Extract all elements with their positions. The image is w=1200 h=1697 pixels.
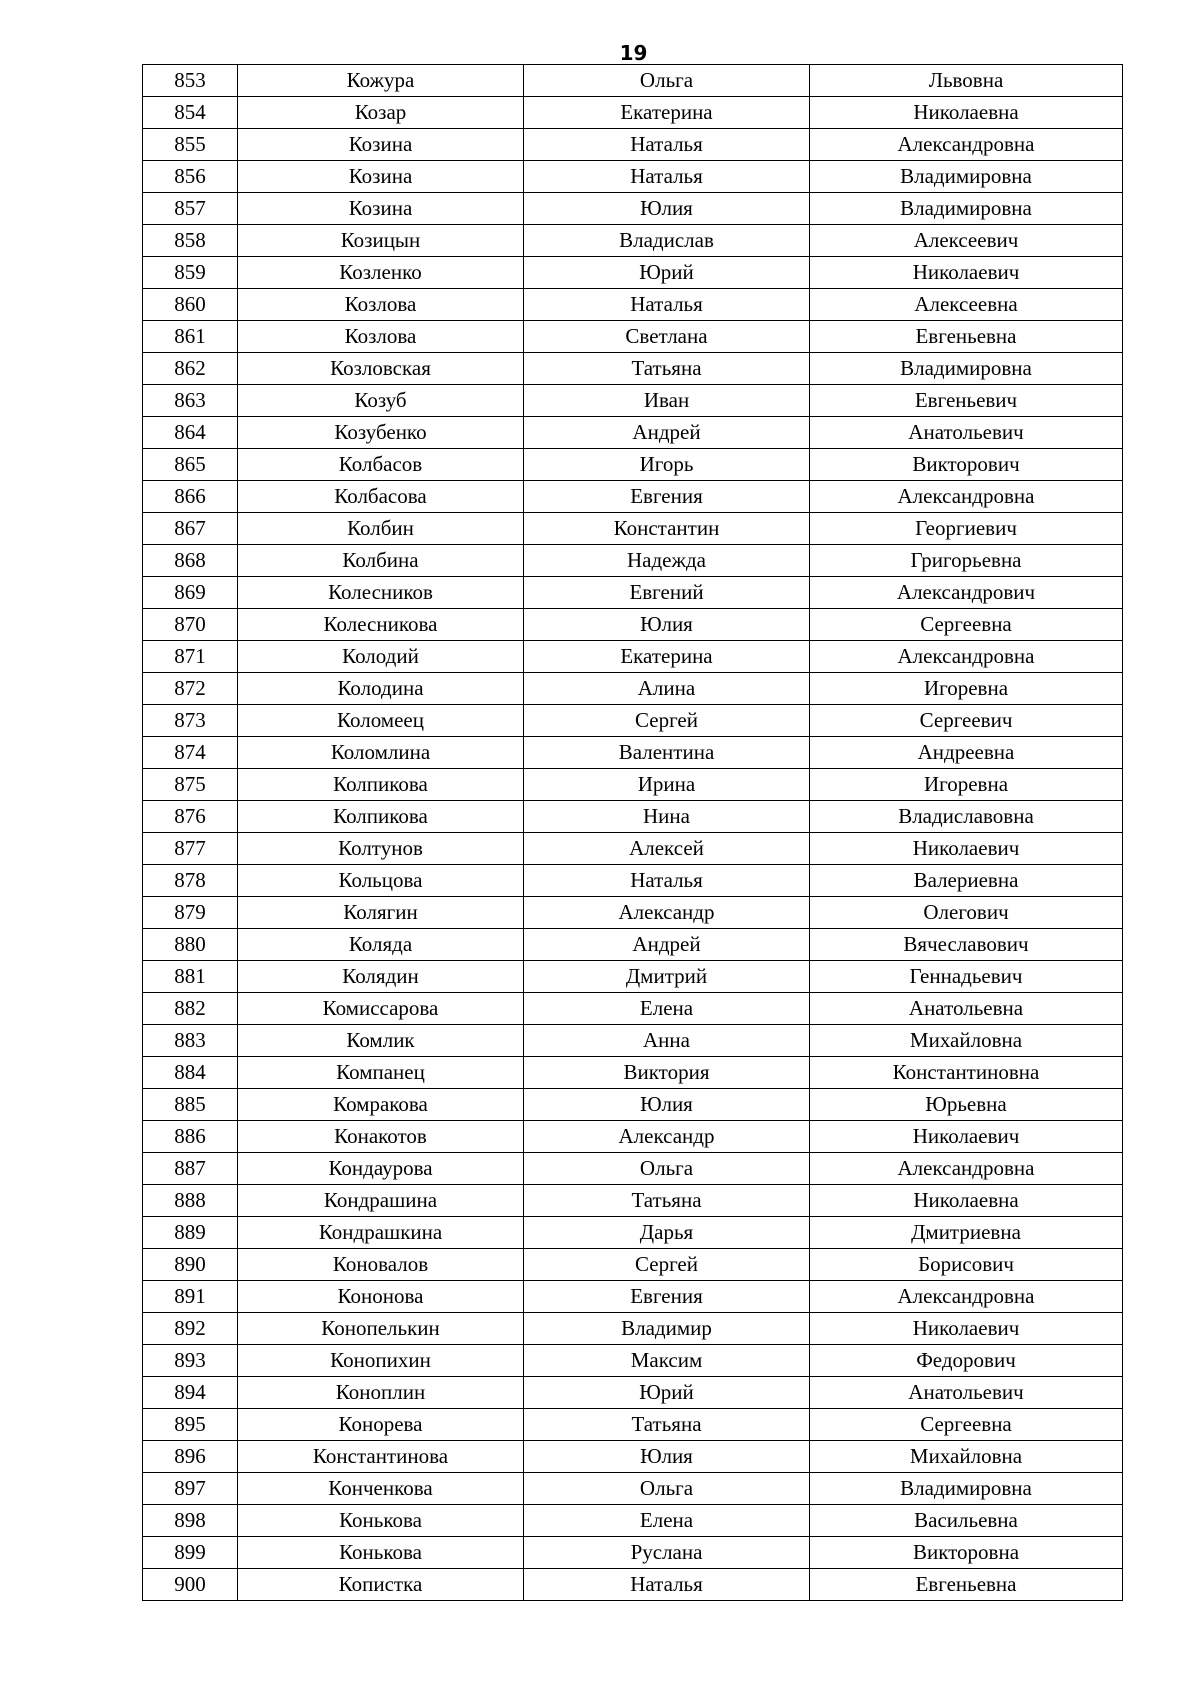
last-name-cell: Колягин <box>238 897 524 929</box>
patronymic-cell: Викторовна <box>810 1537 1123 1569</box>
row-number-cell: 884 <box>143 1057 238 1089</box>
first-name-cell: Юлия <box>524 193 810 225</box>
table-row <box>143 929 1123 961</box>
table-row <box>143 353 1123 385</box>
first-name-cell: Константин <box>524 513 810 545</box>
first-name-cell: Сергей <box>524 705 810 737</box>
row-number-cell: 876 <box>143 801 238 833</box>
patronymic-cell: Алексеевич <box>810 225 1123 257</box>
row-number-cell: 877 <box>143 833 238 865</box>
last-name-cell: Комиссарова <box>238 993 524 1025</box>
table-row <box>143 1441 1123 1473</box>
row-number-cell: 854 <box>143 97 238 129</box>
first-name-cell: Ольга <box>524 65 810 97</box>
last-name-cell: Колесников <box>238 577 524 609</box>
first-name-cell: Наталья <box>524 289 810 321</box>
last-name-cell: Кононова <box>238 1281 524 1313</box>
last-name-cell: Колпикова <box>238 769 524 801</box>
row-number-cell: 856 <box>143 161 238 193</box>
row-number-cell: 883 <box>143 1025 238 1057</box>
first-name-cell: Алина <box>524 673 810 705</box>
row-number-cell: 892 <box>143 1313 238 1345</box>
patronymic-cell: Евгеньевна <box>810 321 1123 353</box>
first-name-cell: Сергей <box>524 1249 810 1281</box>
table-row <box>143 1505 1123 1537</box>
table-row <box>143 513 1123 545</box>
first-name-cell: Светлана <box>524 321 810 353</box>
table-row <box>143 737 1123 769</box>
first-name-cell: Ольга <box>524 1473 810 1505</box>
table-row <box>143 97 1123 129</box>
patronymic-cell: Михайловна <box>810 1025 1123 1057</box>
table-row <box>143 1121 1123 1153</box>
patronymic-cell: Сергеевна <box>810 1409 1123 1441</box>
first-name-cell: Юрий <box>524 1377 810 1409</box>
row-number-cell: 857 <box>143 193 238 225</box>
first-name-cell: Наталья <box>524 129 810 161</box>
table-row <box>143 577 1123 609</box>
table-row <box>143 1185 1123 1217</box>
last-name-cell: Коломеец <box>238 705 524 737</box>
patronymic-cell: Юрьевна <box>810 1089 1123 1121</box>
patronymic-cell: Георгиевич <box>810 513 1123 545</box>
first-name-cell: Евгения <box>524 481 810 513</box>
first-name-cell: Александр <box>524 1121 810 1153</box>
patronymic-cell: Михайловна <box>810 1441 1123 1473</box>
patronymic-cell: Олегович <box>810 897 1123 929</box>
row-number-cell: 900 <box>143 1569 238 1601</box>
table-row <box>143 609 1123 641</box>
table-row <box>143 641 1123 673</box>
last-name-cell: Козина <box>238 193 524 225</box>
last-name-cell: Козленко <box>238 257 524 289</box>
row-number-cell: 878 <box>143 865 238 897</box>
row-number-cell: 865 <box>143 449 238 481</box>
last-name-cell: Козубенко <box>238 417 524 449</box>
last-name-cell: Кондрашкина <box>238 1217 524 1249</box>
last-name-cell: Конопихин <box>238 1345 524 1377</box>
row-number-cell: 894 <box>143 1377 238 1409</box>
first-name-cell: Андрей <box>524 417 810 449</box>
last-name-cell: Колодий <box>238 641 524 673</box>
last-name-cell: Козицын <box>238 225 524 257</box>
first-name-cell: Екатерина <box>524 641 810 673</box>
table-row <box>143 1025 1123 1057</box>
patronymic-cell: Владимировна <box>810 193 1123 225</box>
row-number-cell: 887 <box>143 1153 238 1185</box>
row-number-cell: 874 <box>143 737 238 769</box>
patronymic-cell: Александровна <box>810 129 1123 161</box>
row-number-cell: 861 <box>143 321 238 353</box>
row-number-cell: 875 <box>143 769 238 801</box>
row-number-cell: 863 <box>143 385 238 417</box>
patronymic-cell: Борисович <box>810 1249 1123 1281</box>
table-row <box>143 417 1123 449</box>
table-row <box>143 257 1123 289</box>
row-number-cell: 871 <box>143 641 238 673</box>
row-number-cell: 889 <box>143 1217 238 1249</box>
row-number-cell: 868 <box>143 545 238 577</box>
table-row <box>143 1249 1123 1281</box>
table-row <box>143 993 1123 1025</box>
first-name-cell: Владимир <box>524 1313 810 1345</box>
first-name-cell: Юлия <box>524 1089 810 1121</box>
table-row <box>143 1281 1123 1313</box>
last-name-cell: Копистка <box>238 1569 524 1601</box>
patronymic-cell: Николаевна <box>810 97 1123 129</box>
first-name-cell: Максим <box>524 1345 810 1377</box>
patronymic-cell: Васильевна <box>810 1505 1123 1537</box>
first-name-cell: Виктория <box>524 1057 810 1089</box>
patronymic-cell: Владимировна <box>810 161 1123 193</box>
row-number-cell: 870 <box>143 609 238 641</box>
first-name-cell: Иван <box>524 385 810 417</box>
patronymic-cell: Сергеевна <box>810 609 1123 641</box>
patronymic-cell: Федорович <box>810 1345 1123 1377</box>
table-row <box>143 1313 1123 1345</box>
patronymic-cell: Игоревна <box>810 673 1123 705</box>
first-name-cell: Ольга <box>524 1153 810 1185</box>
patronymic-cell: Николаевич <box>810 1121 1123 1153</box>
first-name-cell: Татьяна <box>524 353 810 385</box>
row-number-cell: 855 <box>143 129 238 161</box>
last-name-cell: Коноплин <box>238 1377 524 1409</box>
patronymic-cell: Викторович <box>810 449 1123 481</box>
table-row <box>143 961 1123 993</box>
page-number: 19 <box>619 41 648 65</box>
table-row <box>143 129 1123 161</box>
last-name-cell: Козар <box>238 97 524 129</box>
patronymic-cell: Григорьевна <box>810 545 1123 577</box>
table-row <box>143 193 1123 225</box>
table-row <box>143 289 1123 321</box>
first-name-cell: Дмитрий <box>524 961 810 993</box>
table-row <box>143 705 1123 737</box>
table-row <box>143 1217 1123 1249</box>
first-name-cell: Елена <box>524 1505 810 1537</box>
table-row <box>143 1473 1123 1505</box>
patronymic-cell: Вячеславович <box>810 929 1123 961</box>
patronymic-cell: Евгеньевна <box>810 1569 1123 1601</box>
last-name-cell: Конопелькин <box>238 1313 524 1345</box>
row-number-cell: 897 <box>143 1473 238 1505</box>
last-name-cell: Колтунов <box>238 833 524 865</box>
table-row <box>143 1569 1123 1601</box>
patronymic-cell: Владимировна <box>810 1473 1123 1505</box>
patronymic-cell: Анатольевич <box>810 1377 1123 1409</box>
first-name-cell: Нина <box>524 801 810 833</box>
row-number-cell: 891 <box>143 1281 238 1313</box>
table-row <box>143 161 1123 193</box>
table-row <box>143 1409 1123 1441</box>
row-number-cell: 895 <box>143 1409 238 1441</box>
table-row <box>143 385 1123 417</box>
first-name-cell: Анна <box>524 1025 810 1057</box>
first-name-cell: Екатерина <box>524 97 810 129</box>
patronymic-cell: Валериевна <box>810 865 1123 897</box>
first-name-cell: Надежда <box>524 545 810 577</box>
patronymic-cell: Геннадьевич <box>810 961 1123 993</box>
row-number-cell: 880 <box>143 929 238 961</box>
first-name-cell: Татьяна <box>524 1409 810 1441</box>
row-number-cell: 867 <box>143 513 238 545</box>
patronymic-cell: Николаевич <box>810 833 1123 865</box>
last-name-cell: Колбасова <box>238 481 524 513</box>
last-name-cell: Компанец <box>238 1057 524 1089</box>
table-row <box>143 321 1123 353</box>
table-row <box>143 801 1123 833</box>
row-number-cell: 881 <box>143 961 238 993</box>
row-number-cell: 869 <box>143 577 238 609</box>
first-name-cell: Алексей <box>524 833 810 865</box>
table-row <box>143 1377 1123 1409</box>
patronymic-cell: Анатольевна <box>810 993 1123 1025</box>
table-row <box>143 769 1123 801</box>
last-name-cell: Колпикова <box>238 801 524 833</box>
row-number-cell: 885 <box>143 1089 238 1121</box>
patronymic-cell: Александрович <box>810 577 1123 609</box>
first-name-cell: Руслана <box>524 1537 810 1569</box>
patronymic-cell: Сергеевич <box>810 705 1123 737</box>
table-row <box>143 545 1123 577</box>
first-name-cell: Валентина <box>524 737 810 769</box>
row-number-cell: 866 <box>143 481 238 513</box>
table-row <box>143 833 1123 865</box>
last-name-cell: Коломлина <box>238 737 524 769</box>
last-name-cell: Колбин <box>238 513 524 545</box>
patronymic-cell: Андреевна <box>810 737 1123 769</box>
row-number-cell: 886 <box>143 1121 238 1153</box>
last-name-cell: Конакотов <box>238 1121 524 1153</box>
patronymic-cell: Владиславовна <box>810 801 1123 833</box>
first-name-cell: Наталья <box>524 1569 810 1601</box>
patronymic-cell: Игоревна <box>810 769 1123 801</box>
first-name-cell: Юлия <box>524 609 810 641</box>
row-number-cell: 896 <box>143 1441 238 1473</box>
last-name-cell: Константинова <box>238 1441 524 1473</box>
first-name-cell: Владислав <box>524 225 810 257</box>
patronymic-cell: Евгеньевич <box>810 385 1123 417</box>
row-number-cell: 890 <box>143 1249 238 1281</box>
table-row <box>143 865 1123 897</box>
first-name-cell: Евгения <box>524 1281 810 1313</box>
first-name-cell: Евгений <box>524 577 810 609</box>
first-name-cell: Александр <box>524 897 810 929</box>
row-number-cell: 859 <box>143 257 238 289</box>
last-name-cell: Конорева <box>238 1409 524 1441</box>
table-row <box>143 1089 1123 1121</box>
last-name-cell: Кольцова <box>238 865 524 897</box>
last-name-cell: Кожура <box>238 65 524 97</box>
roster-table <box>142 64 1123 1601</box>
patronymic-cell: Александровна <box>810 1281 1123 1313</box>
first-name-cell: Татьяна <box>524 1185 810 1217</box>
last-name-cell: Колесникова <box>238 609 524 641</box>
last-name-cell: Козловская <box>238 353 524 385</box>
patronymic-cell: Александровна <box>810 481 1123 513</box>
patronymic-cell: Дмитриевна <box>810 1217 1123 1249</box>
first-name-cell: Юлия <box>524 1441 810 1473</box>
last-name-cell: Колядин <box>238 961 524 993</box>
last-name-cell: Колбасов <box>238 449 524 481</box>
first-name-cell: Игорь <box>524 449 810 481</box>
patronymic-cell: Алексеевна <box>810 289 1123 321</box>
table-row <box>143 673 1123 705</box>
patronymic-cell: Николаевич <box>810 1313 1123 1345</box>
first-name-cell: Ирина <box>524 769 810 801</box>
patronymic-cell: Николаевич <box>810 257 1123 289</box>
patronymic-cell: Николаевна <box>810 1185 1123 1217</box>
table-row <box>143 1537 1123 1569</box>
last-name-cell: Конькова <box>238 1505 524 1537</box>
last-name-cell: Коляда <box>238 929 524 961</box>
row-number-cell: 860 <box>143 289 238 321</box>
last-name-cell: Козина <box>238 129 524 161</box>
patronymic-cell: Владимировна <box>810 353 1123 385</box>
row-number-cell: 864 <box>143 417 238 449</box>
row-number-cell: 888 <box>143 1185 238 1217</box>
patronymic-cell: Александровна <box>810 641 1123 673</box>
last-name-cell: Кондаурова <box>238 1153 524 1185</box>
last-name-cell: Колодина <box>238 673 524 705</box>
row-number-cell: 879 <box>143 897 238 929</box>
table-row <box>143 449 1123 481</box>
row-number-cell: 882 <box>143 993 238 1025</box>
first-name-cell: Наталья <box>524 865 810 897</box>
row-number-cell: 872 <box>143 673 238 705</box>
row-number-cell: 858 <box>143 225 238 257</box>
first-name-cell: Андрей <box>524 929 810 961</box>
table-row <box>143 65 1123 97</box>
row-number-cell: 862 <box>143 353 238 385</box>
table-row <box>143 481 1123 513</box>
last-name-cell: Кондрашина <box>238 1185 524 1217</box>
last-name-cell: Конькова <box>238 1537 524 1569</box>
roster-table-body <box>143 65 1123 1601</box>
row-number-cell: 853 <box>143 65 238 97</box>
table-row <box>143 897 1123 929</box>
last-name-cell: Колбина <box>238 545 524 577</box>
first-name-cell: Юрий <box>524 257 810 289</box>
patronymic-cell: Константиновна <box>810 1057 1123 1089</box>
last-name-cell: Комлик <box>238 1025 524 1057</box>
table-row <box>143 1153 1123 1185</box>
last-name-cell: Комракова <box>238 1089 524 1121</box>
table-row <box>143 225 1123 257</box>
first-name-cell: Елена <box>524 993 810 1025</box>
last-name-cell: Козуб <box>238 385 524 417</box>
table-row <box>143 1345 1123 1377</box>
last-name-cell: Козина <box>238 161 524 193</box>
first-name-cell: Дарья <box>524 1217 810 1249</box>
last-name-cell: Конченкова <box>238 1473 524 1505</box>
patronymic-cell: Львовна <box>810 65 1123 97</box>
last-name-cell: Козлова <box>238 289 524 321</box>
row-number-cell: 898 <box>143 1505 238 1537</box>
table-row <box>143 1057 1123 1089</box>
row-number-cell: 873 <box>143 705 238 737</box>
patronymic-cell: Александровна <box>810 1153 1123 1185</box>
patronymic-cell: Анатольевич <box>810 417 1123 449</box>
first-name-cell: Наталья <box>524 161 810 193</box>
last-name-cell: Коновалов <box>238 1249 524 1281</box>
row-number-cell: 893 <box>143 1345 238 1377</box>
row-number-cell: 899 <box>143 1537 238 1569</box>
last-name-cell: Козлова <box>238 321 524 353</box>
